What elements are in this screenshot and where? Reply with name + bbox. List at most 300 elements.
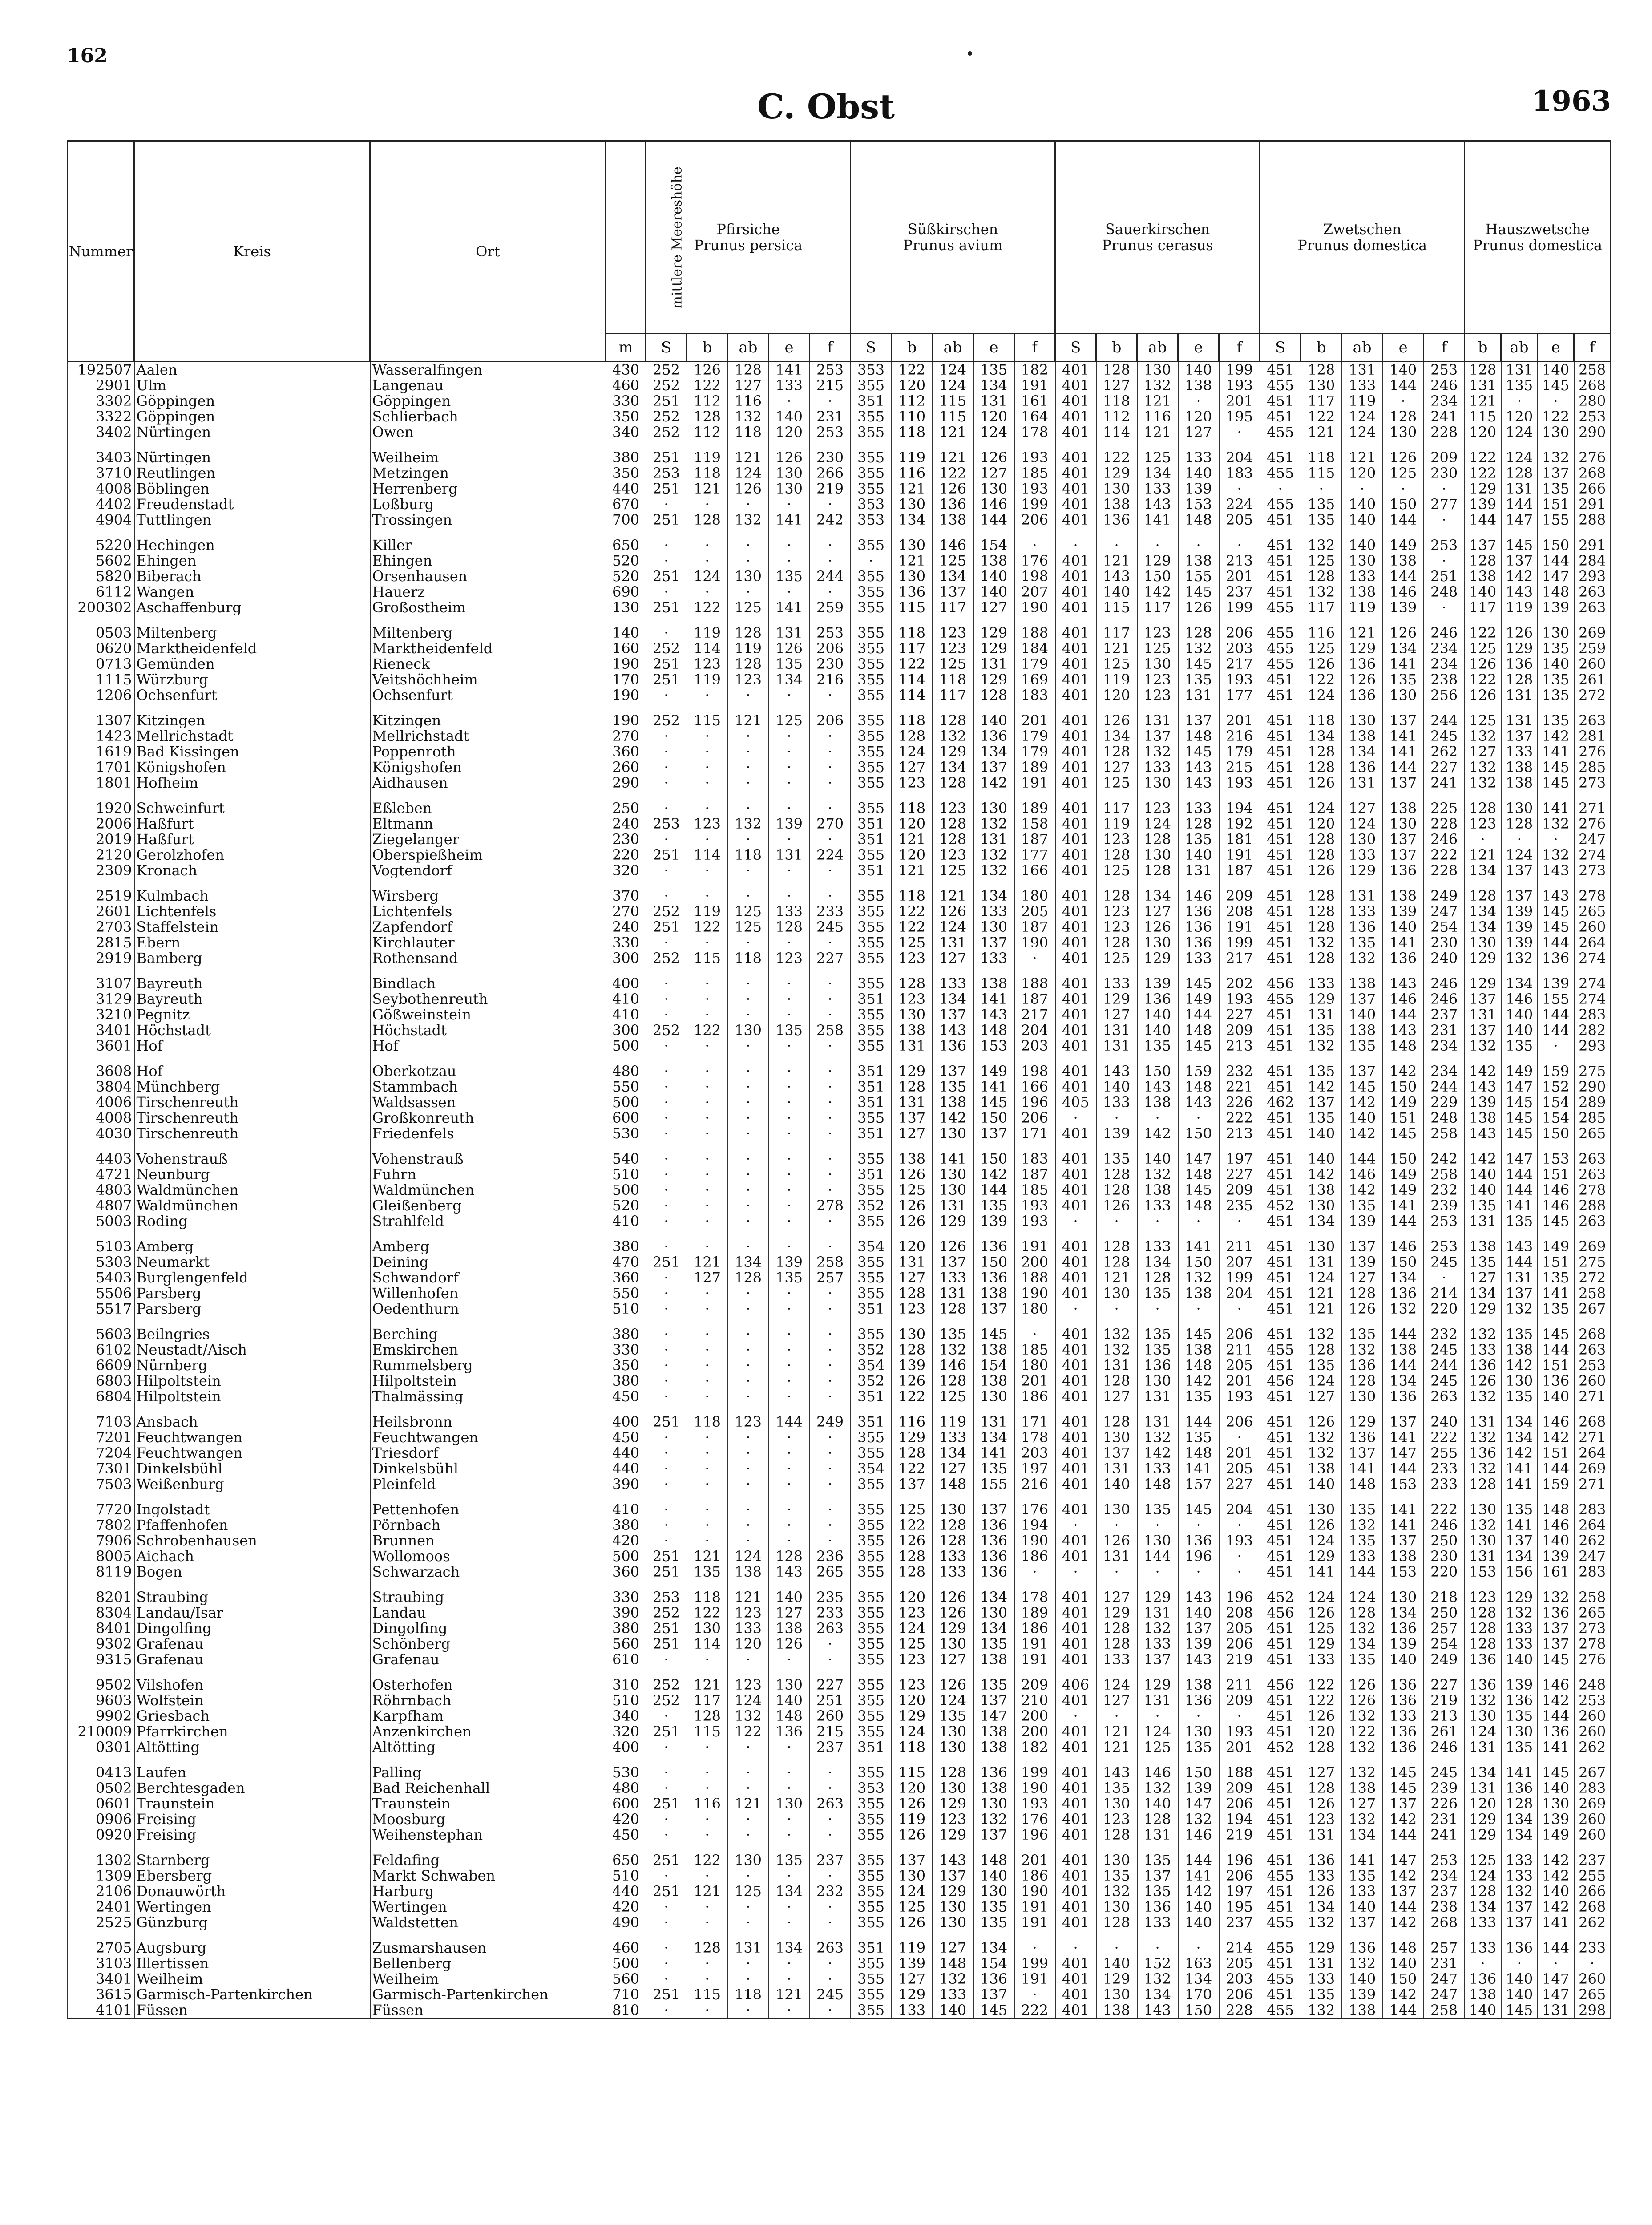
cell-value: 351 <box>851 1095 892 1110</box>
cell-nummer: 7103 <box>68 1404 134 1430</box>
cell-nummer: 0713 <box>68 656 134 672</box>
cell-value: 126 <box>892 1373 933 1389</box>
cell-value: 218 <box>1424 1580 1465 1605</box>
cell-value: 259 <box>1574 641 1611 656</box>
cell-value: 187 <box>1014 919 1055 935</box>
cell-value: 219 <box>1424 1693 1465 1708</box>
cell-value: 142 <box>1137 1126 1178 1141</box>
cell-value: 132 <box>973 1812 1014 1827</box>
cell-value: · <box>728 1007 769 1023</box>
cell-value: 135 <box>1501 1708 1538 1724</box>
cell-value: 360 <box>606 1270 646 1286</box>
cell-value: 125 <box>1301 1621 1342 1636</box>
cell-value: 135 <box>1301 497 1342 512</box>
cell-value: · <box>646 863 687 878</box>
col-subheader: f <box>810 334 851 362</box>
cell-value: · <box>769 863 810 878</box>
cell-value: 146 <box>1538 1198 1574 1214</box>
table-row <box>68 1708 1611 1724</box>
cell-value: 140 <box>1501 1652 1538 1667</box>
cell-value: 191 <box>1014 1899 1055 1915</box>
cell-value: 126 <box>1096 703 1137 728</box>
cell-value: 138 <box>1178 378 1219 393</box>
cell-value: 126 <box>973 440 1014 465</box>
cell-value: · <box>810 728 851 744</box>
cell-value: 137 <box>1383 1884 1424 1899</box>
cell-value: 133 <box>933 966 973 991</box>
cell-value: 158 <box>1014 816 1055 832</box>
cell-value: 253 <box>646 816 687 832</box>
cell-value: 401 <box>1055 1141 1096 1167</box>
cell-value: 140 <box>1465 1182 1501 1198</box>
cell-value: 130 <box>1096 1843 1137 1868</box>
cell-value: 127 <box>687 1270 728 1286</box>
cell-kreis: Ehingen <box>134 553 370 569</box>
cell-value: · <box>769 1812 810 1827</box>
cell-value: 274 <box>1574 951 1611 966</box>
cell-value: 128 <box>1501 672 1538 688</box>
group-latin: Prunus cerasus <box>1102 237 1213 254</box>
cell-value: 227 <box>1219 1007 1260 1023</box>
cell-value: 132 <box>1538 847 1574 863</box>
cell-kreis: Aschaffenburg <box>134 600 370 615</box>
cell-value: 138 <box>973 1652 1014 1667</box>
cell-value: · <box>810 1971 851 1987</box>
cell-value: 137 <box>973 1987 1014 2002</box>
cell-value: 127 <box>933 1461 973 1477</box>
cell-value: 401 <box>1055 1755 1096 1780</box>
cell-value: 401 <box>1055 1054 1096 1079</box>
cell-kreis: Kronach <box>134 863 370 878</box>
table-row <box>68 1693 1611 1708</box>
cell-value: 355 <box>851 1636 892 1652</box>
cell-value: 148 <box>1178 1445 1219 1461</box>
cell-value: 176 <box>1014 1492 1055 1517</box>
cell-value: 126 <box>1301 1404 1342 1430</box>
cell-value: 186 <box>1014 1621 1055 1636</box>
cell-value: 114 <box>687 1636 728 1652</box>
cell-value: 189 <box>1014 791 1055 816</box>
cell-value: 120 <box>892 847 933 863</box>
cell-value: 193 <box>1014 1198 1055 1214</box>
cell-value: · <box>769 966 810 991</box>
cell-value: 140 <box>1383 919 1424 935</box>
cell-value: 490 <box>606 1915 646 1930</box>
cell-value: 130 <box>933 1740 973 1755</box>
cell-value: 144 <box>1137 1549 1178 1564</box>
cell-value: 355 <box>851 760 892 775</box>
cell-ort: Füssen <box>370 2002 606 2019</box>
cell-value: 410 <box>606 1492 646 1517</box>
cell-value: 137 <box>933 1868 973 1884</box>
cell-value: · <box>810 1342 851 1358</box>
cell-value: 126 <box>1301 1517 1342 1533</box>
cell-kreis: Kitzingen <box>134 703 370 728</box>
cell-value: 141 <box>1178 1461 1219 1477</box>
cell-value: 140 <box>1501 1971 1538 1987</box>
cell-value: 182 <box>1014 1740 1055 1755</box>
cell-value: · <box>687 528 728 553</box>
cell-value: 149 <box>1383 528 1424 553</box>
cell-ort: Pörnbach <box>370 1517 606 1533</box>
cell-value: 135 <box>1178 832 1219 847</box>
cell-value: 251 <box>646 847 687 863</box>
cell-value: 135 <box>1465 1198 1501 1214</box>
table-row <box>68 1167 1611 1182</box>
cell-value: 201 <box>1014 1843 1055 1868</box>
cell-value: · <box>1219 528 1260 553</box>
table-row <box>68 688 1611 703</box>
cell-kreis: Neumarkt <box>134 1254 370 1270</box>
cell-value: 144 <box>1383 1899 1424 1915</box>
cell-value: 133 <box>933 1430 973 1445</box>
cell-ort: Vohenstrauß <box>370 1141 606 1167</box>
cell-value: 451 <box>1260 1636 1301 1652</box>
cell-value: 140 <box>1178 1605 1219 1621</box>
cell-value: 191 <box>1014 378 1055 393</box>
cell-value: 451 <box>1260 1301 1301 1317</box>
cell-value: 264 <box>1574 1445 1611 1461</box>
cell-value: 140 <box>973 584 1014 600</box>
cell-value: 126 <box>1465 1373 1501 1389</box>
cell-nummer: 1423 <box>68 728 134 744</box>
cell-value: 273 <box>1574 1621 1611 1636</box>
cell-value: · <box>810 991 851 1007</box>
cell-value: 222 <box>1014 2002 1055 2019</box>
cell-value: 456 <box>1260 1373 1301 1389</box>
cell-value: 130 <box>933 1915 973 1930</box>
cell-value: 455 <box>1260 1971 1301 1987</box>
cell-value: 122 <box>687 1605 728 1621</box>
cell-value: 141 <box>1178 1868 1219 1884</box>
cell-value: 134 <box>1501 1404 1538 1430</box>
cell-kreis: Schrobenhausen <box>134 1533 370 1549</box>
cell-ort: Wasseralfingen <box>370 362 606 378</box>
cell-value: 132 <box>1342 1755 1383 1780</box>
cell-value: · <box>769 584 810 600</box>
cell-value: · <box>646 1167 687 1182</box>
cell-value: 125 <box>1096 775 1137 791</box>
cell-value: 138 <box>973 1373 1014 1389</box>
cell-value: 143 <box>1383 1023 1424 1038</box>
cell-value: 283 <box>1574 1492 1611 1517</box>
cell-value: 190 <box>606 688 646 703</box>
cell-value: 153 <box>973 1038 1014 1054</box>
cell-value: 125 <box>728 600 769 615</box>
cell-value: · <box>1055 1930 1096 1956</box>
cell-value: 123 <box>1096 919 1137 935</box>
cell-value: 144 <box>1465 512 1501 528</box>
cell-value: 140 <box>1178 847 1219 863</box>
cell-value: 137 <box>1501 1286 1538 1301</box>
cell-value: · <box>810 528 851 553</box>
cell-ort: Hauerz <box>370 584 606 600</box>
cell-value: 123 <box>769 951 810 966</box>
table-row <box>68 1827 1611 1843</box>
cell-value: 145 <box>1342 1079 1383 1095</box>
cell-value: 136 <box>973 1517 1014 1533</box>
cell-value: 131 <box>1465 1404 1501 1430</box>
cell-value: 254 <box>1424 919 1465 935</box>
cell-value: · <box>646 1342 687 1358</box>
cell-value: 355 <box>851 1915 892 1930</box>
cell-value: 258 <box>1574 362 1611 378</box>
cell-value: 187 <box>1014 991 1055 1007</box>
cell-value: 139 <box>1465 1095 1501 1110</box>
cell-value: 117 <box>1137 600 1178 615</box>
cell-value: 285 <box>1574 760 1611 775</box>
cell-value: · <box>1260 481 1301 497</box>
cell-value: 187 <box>1014 832 1055 847</box>
cell-value: 136 <box>1501 1693 1538 1708</box>
cell-value: 185 <box>1014 1182 1055 1198</box>
cell-value: 117 <box>892 641 933 656</box>
cell-value: 440 <box>606 481 646 497</box>
cell-kreis: Reutlingen <box>134 465 370 481</box>
cell-value: · <box>728 1445 769 1461</box>
cell-value: 193 <box>1219 991 1260 1007</box>
cell-value: 150 <box>1383 1141 1424 1167</box>
cell-value: 451 <box>1260 1110 1301 1126</box>
cell-value: 430 <box>606 362 646 378</box>
cell-value: 147 <box>1538 1971 1574 1987</box>
cell-value: 141 <box>1501 1477 1538 1492</box>
cell-value: 123 <box>1096 832 1137 847</box>
cell-kreis: Tirschenreuth <box>134 1095 370 1110</box>
cell-value: 128 <box>1301 760 1342 775</box>
cell-value: · <box>810 1636 851 1652</box>
cell-value: · <box>646 1198 687 1214</box>
cell-value: · <box>687 1827 728 1843</box>
cell-value: 201 <box>1219 1740 1260 1755</box>
cell-value: 130 <box>1342 703 1383 728</box>
cell-value: 135 <box>1096 1780 1137 1796</box>
cell-nummer: 1701 <box>68 760 134 775</box>
cell-value: 138 <box>1465 1229 1501 1254</box>
cell-value: 214 <box>1219 1930 1260 1956</box>
cell-value: 122 <box>892 1461 933 1477</box>
cell-value: 255 <box>1574 1868 1611 1884</box>
cell-value: 138 <box>892 1141 933 1167</box>
cell-value: 128 <box>933 816 973 832</box>
cell-value: 126 <box>1137 919 1178 935</box>
cell-value: 128 <box>1465 1621 1501 1636</box>
cell-value: · <box>769 991 810 1007</box>
cell-value: 283 <box>1574 1007 1611 1023</box>
cell-value: · <box>728 1389 769 1404</box>
cell-value: 139 <box>1342 1214 1383 1229</box>
cell-value: 249 <box>1424 878 1465 904</box>
cell-nummer: 4807 <box>68 1198 134 1214</box>
cell-value: 128 <box>1096 1636 1137 1652</box>
cell-value: 118 <box>1301 703 1342 728</box>
cell-value: 156 <box>1501 1564 1538 1580</box>
cell-nummer: 200302 <box>68 600 134 615</box>
cell-value: 145 <box>1178 1492 1219 1517</box>
cell-value: 126 <box>933 1605 973 1621</box>
cell-value: 242 <box>810 512 851 528</box>
cell-value: 500 <box>606 1956 646 1971</box>
cell-value: · <box>1178 393 1219 409</box>
cell-kreis: Parsberg <box>134 1301 370 1317</box>
cell-value: 222 <box>1219 1110 1260 1126</box>
cell-value: 135 <box>1301 1054 1342 1079</box>
cell-value: 126 <box>892 1915 933 1930</box>
cell-value: 186 <box>1014 1868 1055 1884</box>
cell-value: 133 <box>1501 1868 1538 1884</box>
cell-value: · <box>1014 1564 1055 1580</box>
cell-value: 451 <box>1260 744 1301 760</box>
cell-value: 139 <box>892 1956 933 1971</box>
cell-value: · <box>728 744 769 760</box>
cell-value: 227 <box>1424 760 1465 775</box>
cell-value: 128 <box>1096 1621 1137 1636</box>
cell-value: · <box>810 1389 851 1404</box>
cell-value: 142 <box>1465 1141 1501 1167</box>
cell-value: 451 <box>1260 688 1301 703</box>
cell-value: 134 <box>1096 728 1137 744</box>
cell-value: 151 <box>1538 1254 1574 1270</box>
cell-value: 137 <box>933 1054 973 1079</box>
cell-value: 455 <box>1260 1868 1301 1884</box>
cell-value: · <box>1014 1930 1055 1956</box>
cell-value: 132 <box>1137 1167 1178 1182</box>
cell-value: 140 <box>1096 1079 1137 1095</box>
cell-value: 230 <box>1424 465 1465 481</box>
cell-value: 129 <box>1096 1605 1137 1621</box>
cell-value: 128 <box>1178 615 1219 641</box>
cell-value: 401 <box>1055 1843 1096 1868</box>
cell-value: 150 <box>1538 1126 1574 1141</box>
table-row <box>68 497 1611 512</box>
cell-value: · <box>810 1007 851 1023</box>
cell-value: 137 <box>933 1254 973 1270</box>
cell-value: 130 <box>1383 688 1424 703</box>
cell-value: 136 <box>1465 1652 1501 1667</box>
cell-value: 209 <box>1014 1667 1055 1693</box>
cell-value: 124 <box>1501 847 1538 863</box>
cell-value: · <box>728 1182 769 1198</box>
table-row <box>68 1461 1611 1477</box>
cell-nummer: 5003 <box>68 1214 134 1229</box>
cell-kreis: Haßfurt <box>134 832 370 847</box>
cell-value: 354 <box>851 1461 892 1477</box>
cell-value: · <box>1424 553 1465 569</box>
cell-value: 123 <box>728 672 769 688</box>
cell-value: · <box>1219 1430 1260 1445</box>
cell-nummer: 2601 <box>68 904 134 919</box>
cell-value: 115 <box>687 951 728 966</box>
cell-value: 354 <box>851 1229 892 1254</box>
cell-value: 129 <box>933 1214 973 1229</box>
cell-value: 141 <box>1383 1430 1424 1445</box>
cell-value: 144 <box>1342 1141 1383 1167</box>
cell-value: 118 <box>687 465 728 481</box>
cell-value: 140 <box>1137 1141 1178 1167</box>
cell-value: 355 <box>851 641 892 656</box>
cell-value: 188 <box>1014 1270 1055 1286</box>
cell-value: 125 <box>1465 641 1501 656</box>
cell-value: 129 <box>1137 951 1178 966</box>
cell-value: 127 <box>1465 1270 1501 1286</box>
cell-value: · <box>1055 1517 1096 1533</box>
cell-value: 128 <box>769 919 810 935</box>
cell-nummer: 0503 <box>68 615 134 641</box>
cell-value: 126 <box>892 1214 933 1229</box>
cell-value: 233 <box>1424 1477 1465 1492</box>
cell-value: 137 <box>1501 728 1538 744</box>
cell-value: 140 <box>973 1868 1014 1884</box>
cell-value: 145 <box>1383 1755 1424 1780</box>
cell-kreis: Nürtingen <box>134 440 370 465</box>
cell-value: 128 <box>1096 1254 1137 1270</box>
cell-value: 127 <box>892 1270 933 1286</box>
cell-ort: Vogtendorf <box>370 863 606 878</box>
cell-nummer: 7201 <box>68 1430 134 1445</box>
cell-value: 132 <box>1342 1740 1383 1755</box>
cell-value: 211 <box>1219 1342 1260 1358</box>
cell-value: 262 <box>1574 1533 1611 1549</box>
cell-value: 127 <box>1301 1755 1342 1780</box>
cell-value: 258 <box>810 1023 851 1038</box>
cell-value: 136 <box>1342 688 1383 703</box>
cell-value: 126 <box>1096 1198 1137 1214</box>
cell-nummer: 4904 <box>68 512 134 528</box>
cell-value: 451 <box>1260 1477 1301 1492</box>
cell-value: 137 <box>1178 1621 1219 1636</box>
cell-value: 140 <box>973 569 1014 584</box>
cell-value: 185 <box>1014 465 1055 481</box>
cell-value: 119 <box>1501 600 1538 615</box>
cell-value: 131 <box>769 615 810 641</box>
cell-value: 128 <box>1301 904 1342 919</box>
cell-value: 420 <box>606 1533 646 1549</box>
cell-value: 247 <box>1424 1971 1465 1987</box>
cell-value: · <box>646 744 687 760</box>
cell-value: 226 <box>1424 1796 1465 1812</box>
cell-kreis: Weißenburg <box>134 1477 370 1492</box>
cell-value: 130 <box>1096 1430 1137 1445</box>
cell-value: 205 <box>1219 1358 1260 1373</box>
cell-nummer: 8401 <box>68 1621 134 1636</box>
cell-value: 146 <box>933 1358 973 1373</box>
cell-value: 251 <box>646 1724 687 1740</box>
cell-value: 355 <box>851 425 892 440</box>
cell-value: 132 <box>1301 1915 1342 1930</box>
cell-value: 128 <box>687 1930 728 1956</box>
cell-nummer: 4008 <box>68 481 134 497</box>
cell-value: 136 <box>973 1229 1014 1254</box>
cell-value: 352 <box>851 1342 892 1358</box>
cell-value: 140 <box>1342 1899 1383 1915</box>
cell-value: 134 <box>933 1445 973 1461</box>
cell-value: 124 <box>1342 425 1383 440</box>
cell-value: 166 <box>1014 863 1055 878</box>
cell-value: 401 <box>1055 991 1096 1007</box>
cell-value: 136 <box>892 584 933 600</box>
cell-value: 135 <box>1538 688 1574 703</box>
cell-value: · <box>646 528 687 553</box>
cell-value: 131 <box>1096 1461 1137 1477</box>
cell-value: 145 <box>973 1095 1014 1110</box>
cell-value: 355 <box>851 1827 892 1843</box>
cell-value: 120 <box>892 378 933 393</box>
cell-value: · <box>687 744 728 760</box>
cell-value: 128 <box>1137 863 1178 878</box>
cell-value: 401 <box>1055 1198 1096 1214</box>
cell-value: 121 <box>1096 1740 1137 1755</box>
cell-nummer: 3710 <box>68 465 134 481</box>
